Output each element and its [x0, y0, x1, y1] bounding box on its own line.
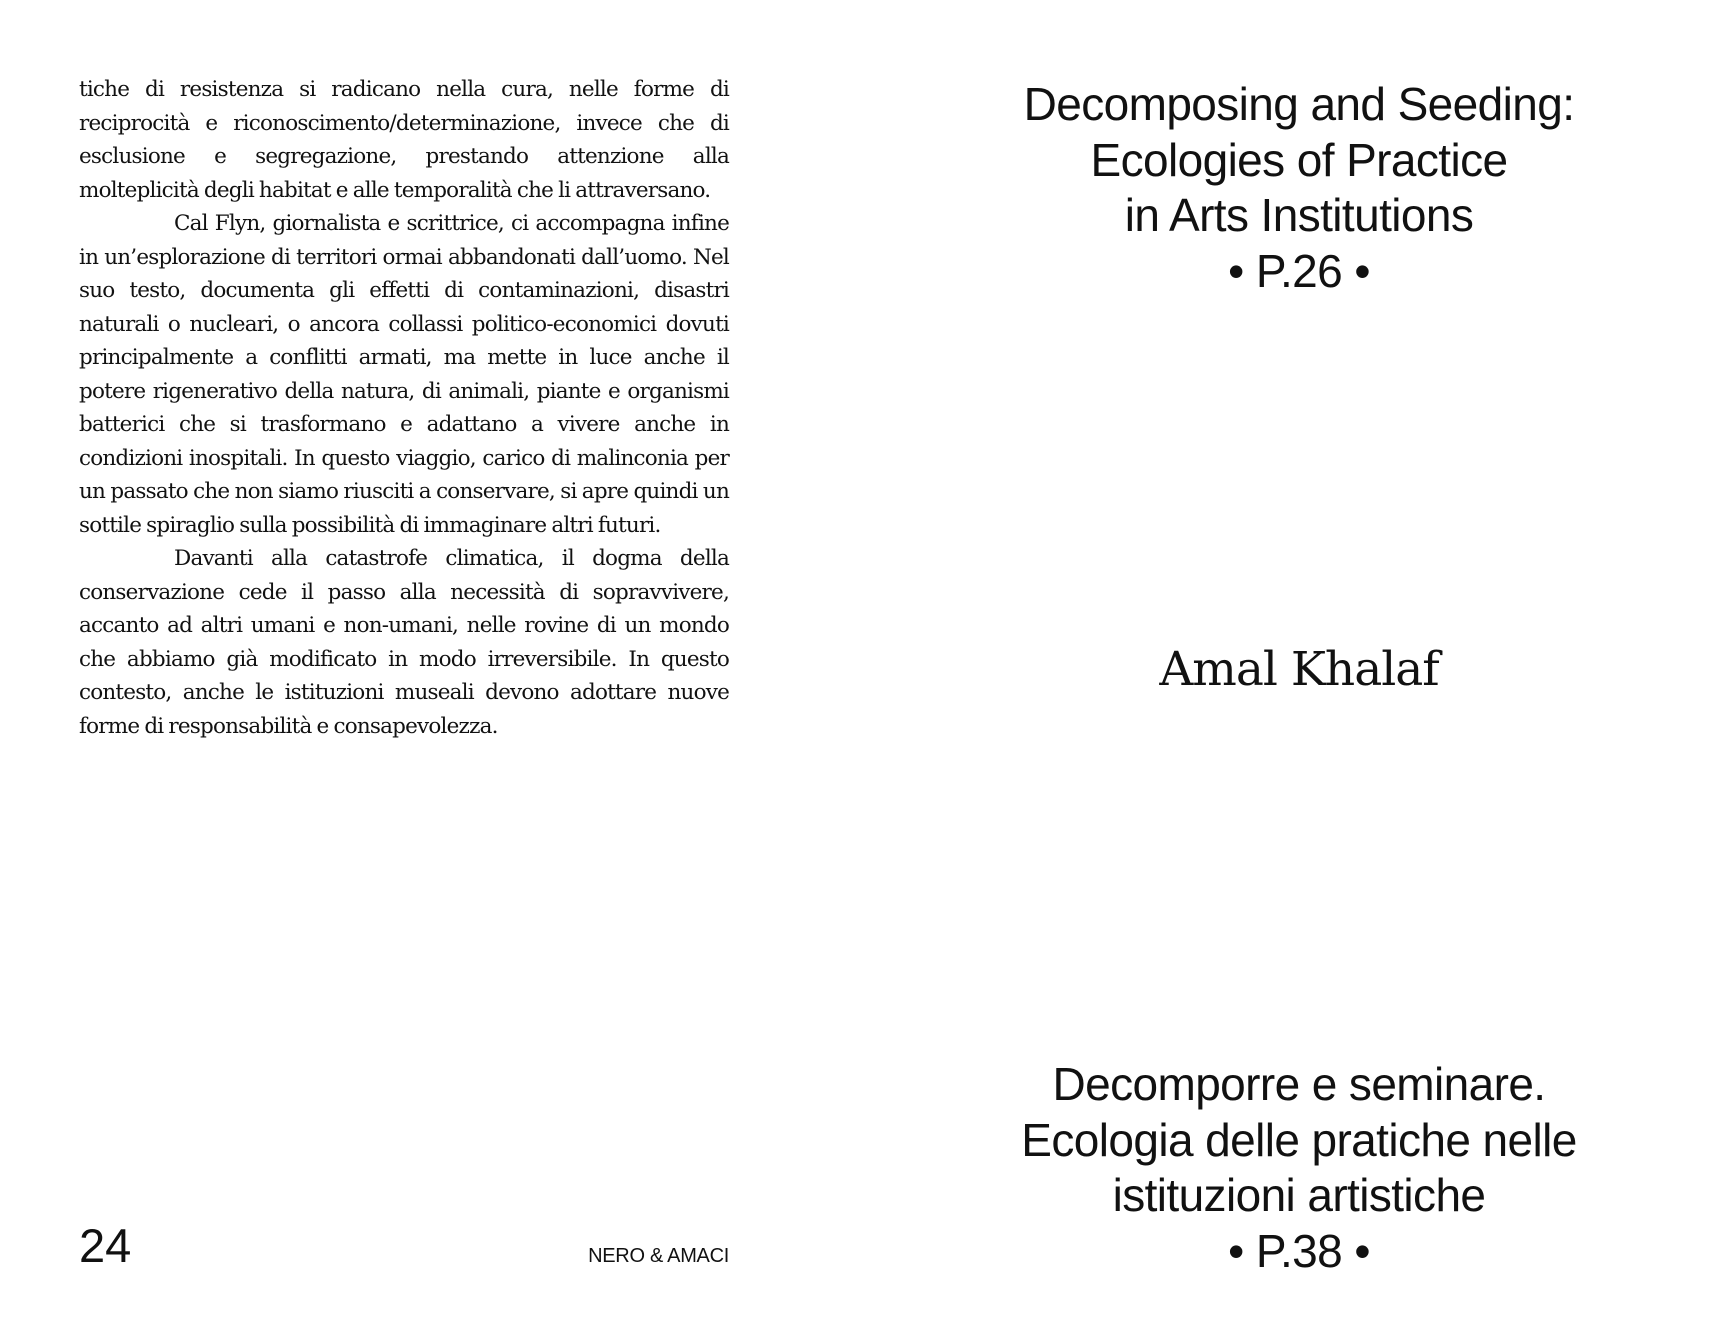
english-title-line: Decomposing and Seeding: — [1023, 78, 1575, 130]
english-title-line: Ecologies of Practice — [1090, 133, 1508, 186]
paragraph-3: Davanti alla catastrofe climatica, il dogma della conservazione cede il passo alla necessità di sopravvivere, accanto ad altri umani e non-umani, nelle rovine di un mondo che abbiamo già modificato in modo irreversibile. In questo contesto, anche le istituzioni museali devono adottare nuove forme di responsabilità e consapevolezza. — [79, 546, 729, 739]
italian-title-line: Ecologia delle pratiche nelle — [1021, 1113, 1577, 1166]
italian-title-line: Decomporre e seminare. — [1052, 1058, 1546, 1110]
english-title — [866, 77, 1732, 299]
english-page-reference: • P.26 • — [1228, 244, 1370, 297]
author-name: Amal Khalaf — [1159, 642, 1439, 697]
english-title-line: in Arts Institutions — [1124, 189, 1474, 241]
italian-title — [866, 1057, 1732, 1279]
paragraph-2: Cal Flyn, giornalista e scrittrice, ci accompagna infine in un’esplorazione di territori ormai abbandonati dall’uomo. Nel suo testo, documenta gli effetti di contaminazioni, disastri naturali o nucleari, o ancora collassi politico-economici dovuti principalmente a conflitti armati, ma mette in luce anche il potere rigenerativo della natura, di animali, piante e organismi batterici che si trasformano e adattano a vivere anche in condizioni inospitali. In questo viaggio, carico di malinconia per un passato che non siamo riusciti a conservare, si apre quindi un sottile spiraglio sulla possibilità di immaginare altri futuri. — [79, 211, 729, 538]
italian-page-reference: • P.38 • — [1228, 1224, 1370, 1277]
running-head: NERO & AMACI — [588, 1245, 729, 1267]
paragraph-1: tiche di resistenza si radicano nella cura, nelle forme di reciprocità e riconoscimento/determinazione, invece che di esclusione e segregazione, prestando attenzione alla molteplicità degli habitat e alle temporalità che li attraversano. — [79, 77, 729, 203]
body-text — [79, 73, 729, 743]
italian-title-line: istituzioni artistiche — [1112, 1169, 1486, 1221]
page-number: 24 — [79, 1219, 132, 1272]
right-page — [866, 0, 1732, 1338]
